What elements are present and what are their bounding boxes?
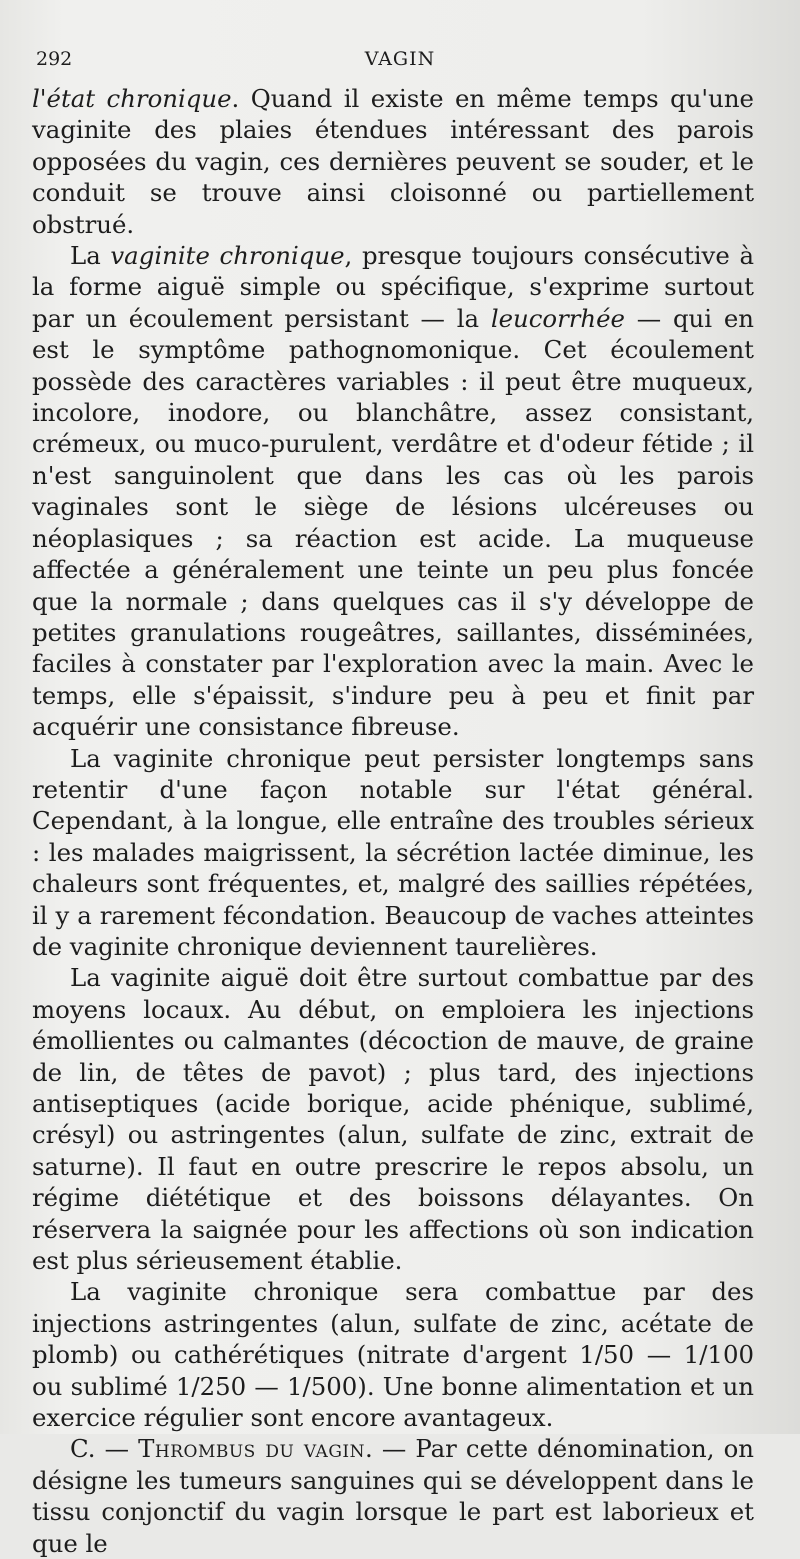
paragraph <box>32 83 754 240</box>
paragraph-text: . Quand il existe en même temps qu'une vaginite des plaies étendues intéressant des parois opposées du vagin, ces dernières peuvent se souder, et le conduit se trouve ainsi cloisonné ou partiellement obstrué. <box>32 84 754 239</box>
section-paragraph <box>32 1433 754 1559</box>
page-body <box>32 83 754 1559</box>
section-heading: Thrombus du vagin <box>138 1434 366 1464</box>
paragraph <box>32 240 754 743</box>
section-label: C. — <box>70 1434 139 1464</box>
paragraph <box>32 743 754 963</box>
italic-text: l'état chronique <box>32 84 232 113</box>
paragraph <box>32 1276 754 1433</box>
paragraph-text: , presque toujours consécutive à la forme aiguë simple ou spécifique, s'exprime surtout par un écoulement persistant — la <box>32 241 754 333</box>
paragraph-text: La vaginite chronique peut persister longtemps sans retentir d'une façon notable sur l'état général. Cependant, à la longue, elle entraîne des troubles sérieux : les malades maigrissent, la sécrétion lactée diminue, les chaleurs sont fréquentes, et, malgré des saillies répétées, il y a rarement fécondation. Beaucoup de vaches atteintes de vaginite chronique deviennent taurelières. <box>32 743 754 961</box>
italic-term: vaginite chronique <box>110 241 345 271</box>
running-head: VAGIN <box>364 48 436 70</box>
paragraph-text: . — Par cette dénomination, on désigne les tumeurs sanguines qui se développent dans le tissu conjonctif du vagin lorsque le part est laborieux et que le <box>32 1434 754 1558</box>
paragraph <box>32 962 754 1276</box>
paragraph-text: La vaginite aiguë doit être surtout combattue par des moyens locaux. Au début, on emploiera les injections émollientes ou calmantes (décoction de mauve, de graine de lin, de têtes de pavot) ; plus tard, des injections antiseptiques (acide borique, acide phénique, sublimé, crésyl) ou astringentes (alun, sulfate de zinc, extrait de saturne). Il faut en outre prescrire le repos absolu, un régime diététique et des boissons délayantes. On réservera la saignée pour les affections où son indication est plus sérieusement établie. <box>32 963 754 1276</box>
paragraph-text: La <box>70 241 111 271</box>
page-number: 292 <box>36 48 73 70</box>
paragraph-text: — qui en est le symptôme pathognomonique. Cet écoulement possède des caractères variables : il peut être muqueux, incolore, inodore, ou blanchâtre, assez consistant, crémeux, ou muco-purulent, verdâtre et d'odeur fétide ; il n'est sanguinolent que dans les cas où les parois vaginales sont le siège de lésions ulcéreuses ou néoplasiques ; sa réaction est acide. La muqueuse affectée a généralement une teinte un peu plus foncée que la normale ; dans quelques cas il s'y développe de petites granulations rougeâtres, saillantes, disséminées, faciles à constater par l'exploration avec la main. Avec le temps, elle s'épaissit, s'indure peu à peu et finit par acquérir une consistance fibreuse. <box>32 303 754 742</box>
paragraph-text: La vaginite chronique sera combattue par des injections astringentes (alun, sulfate de zinc, acétate de plomb) ou cathérétiques (nitrate d'argent 1/50 — 1/100 ou sublimé 1/250 — 1/500). Une bonne alimentation et un exercice régulier sont encore avantageux. <box>32 1277 754 1433</box>
page-header <box>36 48 764 72</box>
italic-term: leucorrhée <box>490 303 625 333</box>
